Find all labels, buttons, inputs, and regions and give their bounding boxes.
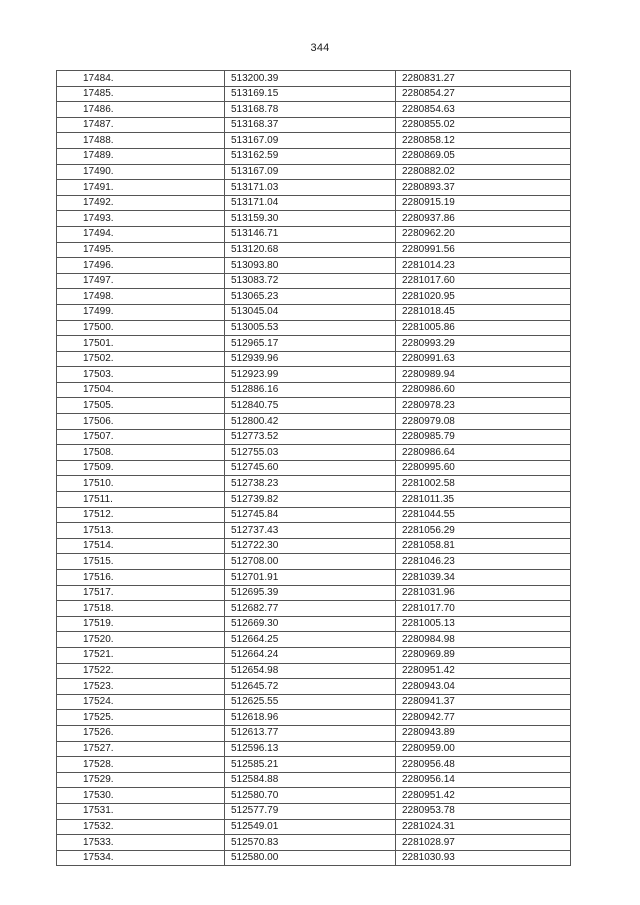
x-coordinate-cell: 512800.42: [225, 414, 396, 430]
point-number-cell: 17504.: [57, 382, 225, 398]
x-coordinate-cell: 512923.99: [225, 367, 396, 383]
x-coordinate-cell: 512755.03: [225, 445, 396, 461]
table-row: [57, 180, 571, 196]
point-number-cell: 17521.: [57, 647, 225, 663]
x-coordinate-cell: 513005.53: [225, 320, 396, 336]
point-number-cell: 17484.: [57, 71, 225, 87]
y-coordinate-cell: 2280854.27: [396, 86, 571, 102]
x-coordinate-cell: 513168.78: [225, 102, 396, 118]
y-coordinate-cell: 2281011.35: [396, 492, 571, 508]
table-row: [57, 273, 571, 289]
point-number-cell: 17492.: [57, 195, 225, 211]
point-number-cell: 17489.: [57, 148, 225, 164]
point-number-cell: 17516.: [57, 570, 225, 586]
table-row: [57, 429, 571, 445]
x-coordinate-cell: 512577.79: [225, 803, 396, 819]
x-coordinate-cell: 512708.00: [225, 554, 396, 570]
point-number-cell: 17512.: [57, 507, 225, 523]
y-coordinate-cell: 2280995.60: [396, 460, 571, 476]
x-coordinate-cell: 513146.71: [225, 226, 396, 242]
table-row: [57, 211, 571, 227]
x-coordinate-cell: 512570.83: [225, 835, 396, 851]
x-coordinate-cell: 513200.39: [225, 71, 396, 87]
x-coordinate-cell: 512654.98: [225, 663, 396, 679]
x-coordinate-cell: 512584.88: [225, 772, 396, 788]
y-coordinate-cell: 2280985.79: [396, 429, 571, 445]
table-row: [57, 445, 571, 461]
x-coordinate-cell: 512664.24: [225, 647, 396, 663]
point-number-cell: 17495.: [57, 242, 225, 258]
point-number-cell: 17532.: [57, 819, 225, 835]
table-row: [57, 601, 571, 617]
y-coordinate-cell: 2280969.89: [396, 647, 571, 663]
y-coordinate-cell: 2281018.45: [396, 304, 571, 320]
x-coordinate-cell: 512580.00: [225, 850, 396, 866]
y-coordinate-cell: 2281046.23: [396, 554, 571, 570]
x-coordinate-cell: 512585.21: [225, 757, 396, 773]
y-coordinate-cell: 2281005.13: [396, 616, 571, 632]
point-number-cell: 17505.: [57, 398, 225, 414]
point-number-cell: 17485.: [57, 86, 225, 102]
y-coordinate-cell: 2280979.08: [396, 414, 571, 430]
y-coordinate-cell: 2280943.89: [396, 725, 571, 741]
y-coordinate-cell: 2280831.27: [396, 71, 571, 87]
y-coordinate-cell: 2281020.95: [396, 289, 571, 305]
point-number-cell: 17494.: [57, 226, 225, 242]
table-row: [57, 289, 571, 305]
point-number-cell: 17529.: [57, 772, 225, 788]
x-coordinate-cell: 513045.04: [225, 304, 396, 320]
point-number-cell: 17488.: [57, 133, 225, 149]
point-number-cell: 17491.: [57, 180, 225, 196]
point-number-cell: 17507.: [57, 429, 225, 445]
table-row: [57, 835, 571, 851]
table-row: [57, 133, 571, 149]
x-coordinate-cell: 512773.52: [225, 429, 396, 445]
point-number-cell: 17528.: [57, 757, 225, 773]
point-number-cell: 17531.: [57, 803, 225, 819]
point-number-cell: 17486.: [57, 102, 225, 118]
table-row: [57, 336, 571, 352]
x-coordinate-cell: 512701.91: [225, 570, 396, 586]
page-number: 344: [310, 42, 330, 54]
point-number-cell: 17510.: [57, 476, 225, 492]
y-coordinate-cell: 2280951.42: [396, 788, 571, 804]
point-number-cell: 17509.: [57, 460, 225, 476]
y-coordinate-cell: 2280956.14: [396, 772, 571, 788]
x-coordinate-cell: 512939.96: [225, 351, 396, 367]
point-number-cell: 17526.: [57, 725, 225, 741]
table-row: [57, 679, 571, 695]
point-number-cell: 17498.: [57, 289, 225, 305]
y-coordinate-cell: 2280991.56: [396, 242, 571, 258]
table-row: [57, 725, 571, 741]
table-row: [57, 414, 571, 430]
point-number-cell: 17530.: [57, 788, 225, 804]
point-number-cell: 17503.: [57, 367, 225, 383]
table-row: [57, 507, 571, 523]
point-number-cell: 17490.: [57, 164, 225, 180]
x-coordinate-cell: 512840.75: [225, 398, 396, 414]
x-coordinate-cell: 512549.01: [225, 819, 396, 835]
x-coordinate-cell: 513083.72: [225, 273, 396, 289]
y-coordinate-cell: 2281056.29: [396, 523, 571, 539]
y-coordinate-cell: 2281030.93: [396, 850, 571, 866]
y-coordinate-cell: 2281024.31: [396, 819, 571, 835]
table-row: [57, 226, 571, 242]
table-row: [57, 382, 571, 398]
y-coordinate-cell: 2280942.77: [396, 710, 571, 726]
x-coordinate-cell: 512682.77: [225, 601, 396, 617]
point-number-cell: 17508.: [57, 445, 225, 461]
y-coordinate-cell: 2280978.23: [396, 398, 571, 414]
y-coordinate-cell: 2281044.55: [396, 507, 571, 523]
y-coordinate-cell: 2281028.97: [396, 835, 571, 851]
x-coordinate-cell: 513171.04: [225, 195, 396, 211]
table-row: [57, 117, 571, 133]
y-coordinate-cell: 2280858.12: [396, 133, 571, 149]
table-row: [57, 258, 571, 274]
table-row: [57, 148, 571, 164]
table-row: [57, 850, 571, 866]
point-number-cell: 17499.: [57, 304, 225, 320]
y-coordinate-cell: 2280953.78: [396, 803, 571, 819]
y-coordinate-cell: 2280986.64: [396, 445, 571, 461]
y-coordinate-cell: 2280993.29: [396, 336, 571, 352]
table-row: [57, 647, 571, 663]
table-row: [57, 367, 571, 383]
point-number-cell: 17534.: [57, 850, 225, 866]
x-coordinate-cell: 513167.09: [225, 164, 396, 180]
table-row: [57, 570, 571, 586]
y-coordinate-cell: 2280989.94: [396, 367, 571, 383]
point-number-cell: 17525.: [57, 710, 225, 726]
y-coordinate-cell: 2280986.60: [396, 382, 571, 398]
x-coordinate-cell: 513120.68: [225, 242, 396, 258]
y-coordinate-cell: 2280951.42: [396, 663, 571, 679]
point-number-cell: 17502.: [57, 351, 225, 367]
y-coordinate-cell: 2281031.96: [396, 585, 571, 601]
y-coordinate-cell: 2281002.58: [396, 476, 571, 492]
x-coordinate-cell: 512613.77: [225, 725, 396, 741]
table-row: [57, 492, 571, 508]
point-number-cell: 17515.: [57, 554, 225, 570]
x-coordinate-cell: 512745.60: [225, 460, 396, 476]
table-row: [57, 554, 571, 570]
x-coordinate-cell: 512965.17: [225, 336, 396, 352]
point-number-cell: 17527.: [57, 741, 225, 757]
x-coordinate-cell: 512596.13: [225, 741, 396, 757]
point-number-cell: 17513.: [57, 523, 225, 539]
y-coordinate-cell: 2280882.02: [396, 164, 571, 180]
x-coordinate-cell: 513167.09: [225, 133, 396, 149]
point-number-cell: 17511.: [57, 492, 225, 508]
x-coordinate-cell: 512618.96: [225, 710, 396, 726]
x-coordinate-cell: 512625.55: [225, 694, 396, 710]
point-number-cell: 17533.: [57, 835, 225, 851]
point-number-cell: 17518.: [57, 601, 225, 617]
point-number-cell: 17517.: [57, 585, 225, 601]
x-coordinate-cell: 513171.03: [225, 180, 396, 196]
table-row: [57, 460, 571, 476]
x-coordinate-cell: 512739.82: [225, 492, 396, 508]
point-number-cell: 17501.: [57, 336, 225, 352]
table-row: [57, 663, 571, 679]
y-coordinate-cell: 2280956.48: [396, 757, 571, 773]
table-row: [57, 320, 571, 336]
y-coordinate-cell: 2280991.63: [396, 351, 571, 367]
x-coordinate-cell: 513093.80: [225, 258, 396, 274]
y-coordinate-cell: 2280937.86: [396, 211, 571, 227]
table-row: [57, 71, 571, 87]
y-coordinate-cell: 2281005.86: [396, 320, 571, 336]
x-coordinate-cell: 512886.16: [225, 382, 396, 398]
x-coordinate-cell: 513159.30: [225, 211, 396, 227]
point-number-cell: 17500.: [57, 320, 225, 336]
table-row: [57, 757, 571, 773]
x-coordinate-cell: 512745.84: [225, 507, 396, 523]
point-number-cell: 17496.: [57, 258, 225, 274]
table-row: [57, 772, 571, 788]
table-row: [57, 694, 571, 710]
x-coordinate-cell: 512738.23: [225, 476, 396, 492]
x-coordinate-cell: 512664.25: [225, 632, 396, 648]
table-row: [57, 164, 571, 180]
table-row: [57, 788, 571, 804]
x-coordinate-cell: 512580.70: [225, 788, 396, 804]
table-row: [57, 102, 571, 118]
table-row: [57, 398, 571, 414]
coordinates-table: [56, 70, 571, 866]
y-coordinate-cell: 2280962.20: [396, 226, 571, 242]
y-coordinate-cell: 2281014.23: [396, 258, 571, 274]
table-row: [57, 195, 571, 211]
table-row: [57, 632, 571, 648]
x-coordinate-cell: 513169.15: [225, 86, 396, 102]
y-coordinate-cell: 2281058.81: [396, 538, 571, 554]
x-coordinate-cell: 512695.39: [225, 585, 396, 601]
point-number-cell: 17487.: [57, 117, 225, 133]
table-row: [57, 242, 571, 258]
y-coordinate-cell: 2280943.04: [396, 679, 571, 695]
y-coordinate-cell: 2281017.60: [396, 273, 571, 289]
y-coordinate-cell: 2280941.37: [396, 694, 571, 710]
y-coordinate-cell: 2280915.19: [396, 195, 571, 211]
table-row: [57, 710, 571, 726]
y-coordinate-cell: 2280854.63: [396, 102, 571, 118]
point-number-cell: 17524.: [57, 694, 225, 710]
table-row: [57, 523, 571, 539]
table-row: [57, 538, 571, 554]
x-coordinate-cell: 512645.72: [225, 679, 396, 695]
x-coordinate-cell: 512737.43: [225, 523, 396, 539]
x-coordinate-cell: 513168.37: [225, 117, 396, 133]
point-number-cell: 17514.: [57, 538, 225, 554]
table-row: [57, 741, 571, 757]
x-coordinate-cell: 513065.23: [225, 289, 396, 305]
y-coordinate-cell: 2280959.00: [396, 741, 571, 757]
table-row: [57, 351, 571, 367]
point-number-cell: 17522.: [57, 663, 225, 679]
point-number-cell: 17519.: [57, 616, 225, 632]
coordinates-table-body: [57, 71, 571, 866]
y-coordinate-cell: 2280869.05: [396, 148, 571, 164]
table-row: [57, 819, 571, 835]
table-row: [57, 585, 571, 601]
y-coordinate-cell: 2280855.02: [396, 117, 571, 133]
table-row: [57, 86, 571, 102]
x-coordinate-cell: 513162.59: [225, 148, 396, 164]
y-coordinate-cell: 2280984.98: [396, 632, 571, 648]
table-row: [57, 476, 571, 492]
x-coordinate-cell: 512669.30: [225, 616, 396, 632]
point-number-cell: 17493.: [57, 211, 225, 227]
table-row: [57, 803, 571, 819]
y-coordinate-cell: 2280893.37: [396, 180, 571, 196]
x-coordinate-cell: 512722.30: [225, 538, 396, 554]
y-coordinate-cell: 2281039.34: [396, 570, 571, 586]
point-number-cell: 17506.: [57, 414, 225, 430]
table-row: [57, 304, 571, 320]
y-coordinate-cell: 2281017.70: [396, 601, 571, 617]
point-number-cell: 17497.: [57, 273, 225, 289]
point-number-cell: 17520.: [57, 632, 225, 648]
table-row: [57, 616, 571, 632]
point-number-cell: 17523.: [57, 679, 225, 695]
